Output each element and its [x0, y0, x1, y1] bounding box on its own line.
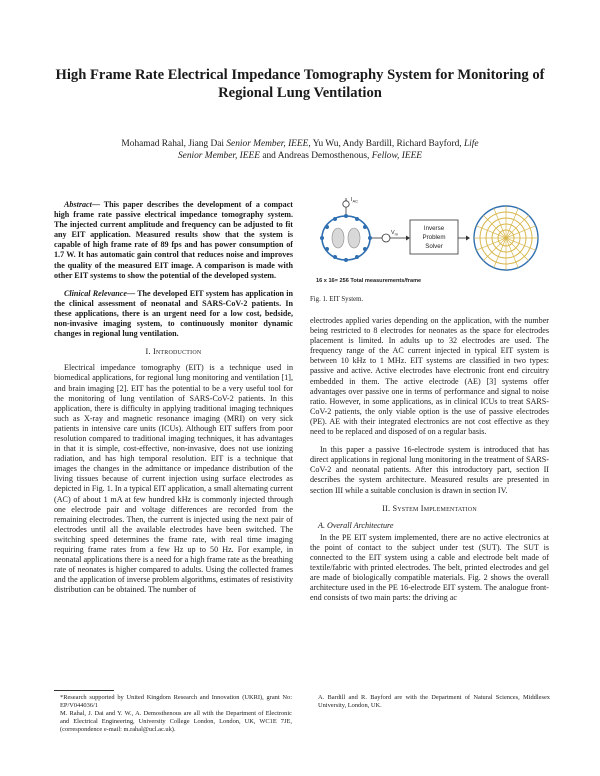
authors-part: Mohamad Rahal, Jiang Dai [121, 139, 227, 149]
author-role: Life [463, 139, 479, 149]
architecture-paragraph: In the PE EIT system implemented, there are no active electronics at the point of contact to the subject under test (SUT). The SUT is connected to the EIT system using a cable and electrode belt made of textile/fabric with printed electrodes. The belt, printed electrodes and gel are made of biologically compatible materials. Fig. 2 shows the overall architecture used in the PE 16-electrode EIT system. The analogue front-end consists of two main parts: the driving ac [310, 532, 549, 603]
abstract-text: — This paper describes the development of a compact high frame rate passive electrical impedance tomography system. The injected current amplitude and frequency can be adjusted to fit any EIT application. Measured results show that the system is capable of high frame rate of 89 fps and has power consumption of 1.7 W. It has automatic gain control that reduces noise and improves the quality of the measured EIT image. A comparison is made with other EIT systems to show the potential of the developed system. [54, 200, 293, 280]
intro-paragraph-2: In this paper a passive 16-electrode system is introduced that has direct applications in regional lung monitoring in the treatment of SARS-CoV-2 and neonatal patients. After this introductory part, section II describes the system architecture. Measured results are presented in section III while a suitable conclusion is drawn in section IV. [310, 445, 549, 495]
abstract-label: Abstract [64, 200, 92, 209]
intro-paragraph: Electrical impedance tomography (EIT) is a technique used in biomedical applications, for regional lung monitoring and ventilation [1], and brain imaging [2]. EIT has the potential to be a very useful tool for the monitoring of lung ventilation of SARS-CoV-2 patients. In this application, there is difficulty in applying traditional imaging techniques such as X-ray and magnetic resonance imaging (MRI) on very sick patients in intensive care units (ICUs). Although EIT suffers from poor resolution compared to traditional imaging techniques, it has advantages in that it is simple, cost-effective, non-invasive, does not use ionizing radiation, and has high temporal resolution. EIT is a technique that images the changes in the admittance or impedance distribution of the living tissues because of current injection using surface electrodes as depicted in Fig. 1. In a typical EIT application, a small alternating current (AC) of about 1 mA at few hundred kHz is commonly injected through one electrode pair and voltage differences are recorded from the remaining electrodes. Then, the current is injected using the next pair of electrodes until all the available electrodes have been switched. The switching speed determines the frame rate, with real time imaging requiring frame rates from a few Hz up to 50 Hz. For example, in neonatal applications there is a need for a high frame rate as the breathing rate of neonates is higher compared to adults. Using the collected frames and the application of inverse problem algorithms, estimates of resistivity distribution can be obtained. The number of [54, 363, 293, 595]
measurements-label: 16 x 16= 256 Total measurements/frame [316, 278, 422, 284]
torso-electrode-ring [320, 214, 372, 262]
abstract [54, 200, 293, 281]
footnotes-left [60, 694, 292, 734]
footnote-affiliation-middlesex: A. Bardill and R. Bayford are with the Department of Natural Sciences, Middlesex University, London, UK. [318, 694, 550, 710]
relevance-label: Clinical Relevance [64, 288, 127, 298]
authors-part: and Andreas Demosthenous, [259, 150, 372, 161]
author-role: Fellow, IEEE [371, 150, 423, 161]
figure-eit-system [310, 192, 550, 302]
authors-part: , Yu Wu, Andy Bardill, Richard Bayford, [308, 139, 464, 149]
eit-system-diagram [310, 192, 550, 296]
clinical-relevance [54, 289, 293, 339]
box-label-line1: Inverse [423, 225, 445, 232]
relevance-text: — The developed EIT system has application in the clinical assessment of neonatal and SARS-CoV-2 patients. In these applications, there is an urgent need for a low cost, bedside, non-invasive imaging system, to continuously monitor dynamic changes in regional lung ventilation. [54, 288, 293, 339]
footnote-rule [54, 690, 114, 691]
figure-caption: Fig. 1. EIT System. [310, 296, 364, 303]
footnote-affiliation-ucl: M. Rahal, J. Dai and Y. W., A. Demosthenous are all with the Department of Electronic and Electrical Engineering, University College London, London, UK, WC1E 7JE, (correspondence e-mail: m.rahal@ucl.ac.uk). [60, 710, 292, 734]
box-label-line2: Problem [422, 234, 446, 241]
section-heading-system-implementation: II. System Implementation [382, 503, 477, 513]
current-source [343, 198, 349, 214]
section-heading-introduction: I. Introduction [145, 347, 202, 357]
author-role: Senior Member, IEEE [226, 139, 309, 149]
current-label: $I_{AC}$ [351, 197, 359, 204]
reconstructed-image [474, 206, 538, 270]
intro-paragraph-continued: electrodes applied varies depending on the application, with the number being restricted to 8 electrodes for neonates as the space for electrodes placement is limited. In adults up to 32 electrodes are used. The frequency range of the AC current injected in typical EIT system is between 10 kHz to 1 MHz. EIT systems are classified in two types: passive and active. Active electrodes have electronic front end circuitry embedded in them. The active electrode (AE) [3] systems offer advantages over passive one in terms of performance and signal to noise ratio. However, in some applications, as in clinical ICUs to treat SARS-CoV-2 patients, the only viable option is the use of passive electrodes (PE). AE with their integrated electronics are not cost effective as they need to be replaced and disposed of on a regular basis. [310, 316, 549, 437]
box-label-line3: Solver [425, 243, 443, 250]
voltage-label: $V_m$ [391, 230, 398, 237]
author-role: Senior Member, IEEE [177, 150, 260, 161]
footnotes-right [318, 694, 550, 710]
subsection-heading: A. Overall Architecture [318, 520, 394, 530]
right-column [310, 316, 549, 603]
author-list [40, 139, 560, 163]
paper-title: High Frame Rate Electrical Impedance Tomography System for Monitoring of Regional Lung Ventilation [55, 67, 545, 101]
footnote-funding: *Research supported by United Kingdom Research and Innovation (UKRI), grant No: EP/V044036/1 [60, 694, 292, 710]
left-column [54, 200, 293, 595]
